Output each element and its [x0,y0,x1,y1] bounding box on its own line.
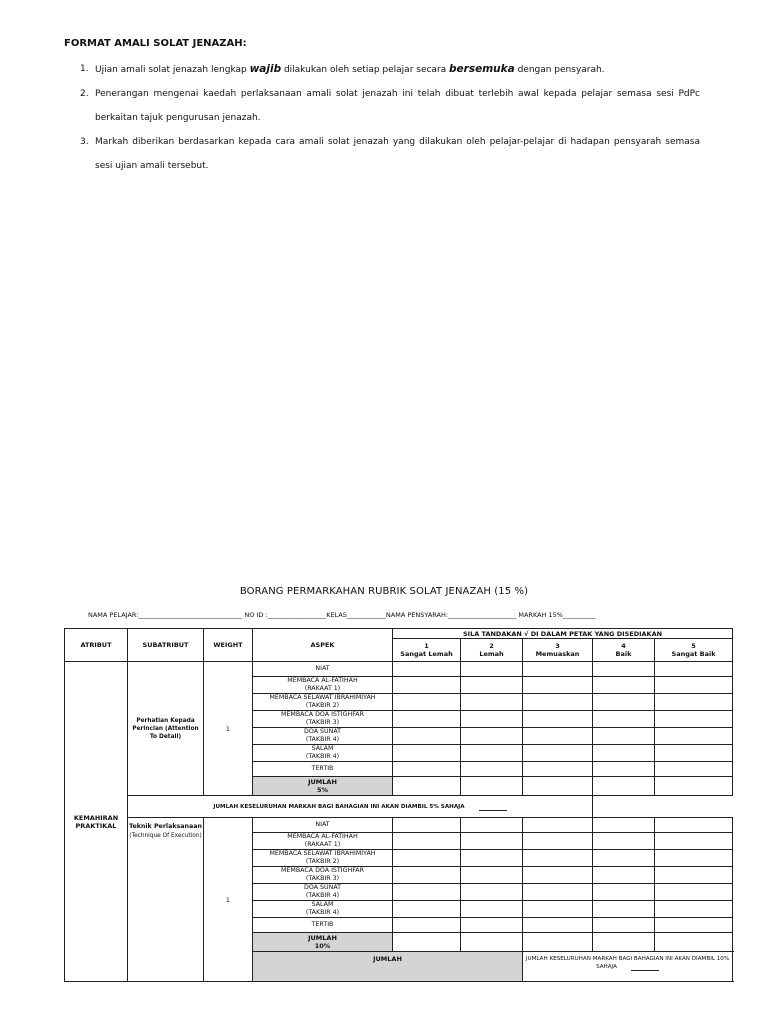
aspect-name: MEMBACA SELAWAT IBRAHIMIYAH [269,850,376,857]
aspect-cell [253,662,393,677]
aspect-name: NIAT [315,665,330,672]
aspect-cell [253,884,393,901]
score-cell[interactable] [393,777,461,796]
aspect-detail: (TAKBIR 2) [305,858,340,865]
score-cell[interactable] [655,933,733,952]
aspect-cell [253,711,393,728]
score-cell[interactable] [655,728,733,745]
aspect-cell [253,901,393,918]
score-cell[interactable] [593,745,655,762]
score-cell[interactable] [593,694,655,711]
weight-cell: 1 [204,662,253,796]
scale-number: 1 [424,642,429,650]
jumlah-percent: 10% [314,942,331,950]
score-cell[interactable] [393,867,461,884]
student-info-fields: NAMA PELAJAR:________________________________ NO ID :__________________KELAS____________NAMA PENSYARAH:_____________________ MARKAH 15%__________ [88,611,596,619]
scale-number: 4 [621,642,626,650]
total-label: JUMLAH [253,952,523,982]
score-cell[interactable] [393,711,461,728]
jumlah-percent: 5% [316,786,329,794]
score-cell[interactable] [523,777,593,796]
mark-blank-line[interactable] [479,810,507,811]
score-cell[interactable] [523,728,593,745]
score-cell[interactable] [461,662,523,677]
score-cell[interactable] [655,662,733,677]
scale-number: 2 [489,642,494,650]
score-cell[interactable] [655,850,733,867]
aspect-cell [253,833,393,850]
aspect-detail: (TAKBIR 2) [305,702,340,709]
header-scale-5 [655,639,733,662]
score-cell[interactable] [393,933,461,952]
header-scale-3 [523,639,593,662]
score-cell[interactable] [461,728,523,745]
aspect-detail: (TAKBIR 4) [305,892,340,899]
score-cell[interactable] [393,728,461,745]
score-cell[interactable] [461,677,523,694]
note-row [65,796,733,818]
aspect-cell [253,762,393,777]
subatribut-title: Teknik Perlaksanaan [129,823,202,830]
score-cell[interactable] [593,777,655,796]
scale-number: 5 [691,642,696,650]
score-cell[interactable] [593,833,655,850]
subatribut-attention: Perhatian Kepada Perincian (Attention To Detail) [128,662,204,796]
aspect-cell [253,867,393,884]
aspect-detail: (TAKBIR 4) [305,753,340,760]
header-scale-1 [393,639,461,662]
score-cell[interactable] [655,777,733,796]
score-cell[interactable] [461,884,523,901]
aspect-detail: (TAKBIR 3) [305,875,340,882]
aspect-row [65,818,733,833]
total-note: JUMLAH KESELURUHAN MARKAH BAGI BAHAGIAN INI AKAN DIAMBIL 10% SAHAJA [525,956,730,970]
aspect-detail: (TAKBIR 3) [305,719,340,726]
score-cell[interactable] [593,884,655,901]
item-number: 1. [80,64,89,74]
section1-note: JUMLAH KESELURUHAN MARKAH BAGI BAHAGIAN INI AKAN DIAMBIL 5% SAHAJA [213,803,465,810]
aspect-cell [253,818,393,833]
scale-number: 3 [555,642,560,650]
aspect-row [65,662,733,677]
score-cell[interactable] [461,833,523,850]
aspect-cell [253,918,393,933]
score-cell[interactable] [523,901,593,918]
score-cell[interactable] [393,745,461,762]
scale-label: Sangat Lemah [400,650,453,658]
score-cell[interactable] [593,677,655,694]
score-cell[interactable] [461,818,523,833]
score-cell[interactable] [655,818,733,833]
item-number: 3. [80,137,89,147]
score-cell[interactable] [393,694,461,711]
aspect-name: MEMBACA AL-FATIHAH [287,833,358,840]
score-cell[interactable] [523,850,593,867]
aspect-name: MEMBACA AL-FATIHAH [287,677,358,684]
score-cell[interactable] [393,762,461,777]
jumlah-label: JUMLAH [308,934,337,942]
score-cell[interactable] [655,762,733,777]
header-aspek: ASPEK [253,629,393,662]
item-text: Penerangan mengenai kaedah perlaksanaan amali solat jenazah ini telah dibuat terlebih awal kepada pelajar semasa sesi PdPc berkaitan tajuk pengurusan jenazah. [95,89,700,123]
item-number: 2. [80,89,89,99]
aspect-detail: (RAKAAT 1) [304,685,341,692]
score-cell[interactable] [461,933,523,952]
aspect-detail: (RAKAAT 1) [304,841,341,848]
format-heading: FORMAT AMALI SOLAT JENAZAH: [64,38,247,49]
item-text: Ujian amali solat jenazah lengkap [95,65,250,75]
score-cell[interactable] [523,711,593,728]
header-instruction: SILA TANDAKAN √ DI DALAM PETAK YANG DISEDIAKAN [393,629,733,639]
score-cell[interactable] [393,850,461,867]
score-cell[interactable] [393,662,461,677]
instruction-item [64,57,700,82]
instruction-item [64,82,700,130]
header-atribut: ATRIBUT [65,629,128,662]
score-cell[interactable] [523,884,593,901]
score-cell[interactable] [593,728,655,745]
score-cell[interactable] [393,901,461,918]
score-cell[interactable] [461,867,523,884]
score-cell[interactable] [655,833,733,850]
score-cell[interactable] [593,662,655,677]
score-cell[interactable] [593,762,655,777]
aspect-detail: (TAKBIR 4) [305,909,340,916]
aspect-cell [253,677,393,694]
emphasis-wajib: wajib [249,63,282,75]
score-cell[interactable] [523,745,593,762]
item-text: dengan pensyarah. [514,65,605,75]
score-cell[interactable] [655,901,733,918]
score-cell[interactable] [593,867,655,884]
score-cell[interactable] [393,918,461,933]
score-cell[interactable] [523,762,593,777]
score-cell[interactable] [655,677,733,694]
score-cell[interactable] [593,901,655,918]
score-cell[interactable] [393,833,461,850]
aspect-name: TERTIB [311,921,334,928]
aspect-detail: (TAKBIR 4) [305,736,340,743]
score-cell[interactable] [461,918,523,933]
form-title: BORANG PERMARKAHAN RUBRIK SOLAT JENAZAH (15 %) [239,586,529,597]
score-cell[interactable] [393,818,461,833]
score-cell[interactable] [655,918,733,933]
score-cell[interactable] [523,867,593,884]
score-cell[interactable] [461,711,523,728]
score-cell[interactable] [655,711,733,728]
jumlah-cell [253,933,393,952]
score-cell[interactable] [523,694,593,711]
rubric-table [64,628,733,982]
item-text: dilakukan oleh setiap pelajar secara [281,65,450,75]
score-cell[interactable] [523,833,593,850]
weight-cell: 1 [204,818,253,982]
score-cell[interactable] [461,777,523,796]
header-subatribut: SUBATRIBUT [128,629,204,662]
subatribut-technique [128,818,204,982]
score-cell[interactable] [593,850,655,867]
jumlah-cell [253,777,393,796]
score-cell[interactable] [461,901,523,918]
score-cell[interactable] [655,884,733,901]
score-cell[interactable] [461,694,523,711]
score-cell[interactable] [593,933,655,952]
aspect-name: SALAM [311,745,334,752]
aspect-cell [253,694,393,711]
scale-label: Lemah [479,650,504,658]
subatribut-english: (Technique Of Execution) [129,833,202,839]
mark-blank-line[interactable] [631,970,659,971]
aspect-cell [253,728,393,745]
score-cell[interactable] [393,677,461,694]
aspect-name: NIAT [315,821,330,828]
score-cell[interactable] [655,745,733,762]
scale-label: Memuaskan [535,650,580,658]
score-cell[interactable] [593,711,655,728]
score-cell[interactable] [655,694,733,711]
atribut-cell: KEMAHIRAN PRAKTIKAL [65,662,128,982]
item-text: Markah diberikan berdasarkan kepada cara amali solat jenazah yang dilakukan oleh pelajar-pelajar di hadapan pensyarah semasa sesi ujian amali tersebut. [95,137,700,171]
header-scale-2 [461,639,523,662]
aspect-name: TERTIB [311,765,334,772]
aspect-name: DOA SUNAT [304,884,341,891]
header-weight: WEIGHT [204,629,253,662]
score-cell[interactable] [523,662,593,677]
emphasis-bersemuka: bersemuka [449,63,515,75]
score-cell[interactable] [461,745,523,762]
scale-label: Sangat Baik [671,650,716,658]
score-cell[interactable] [523,918,593,933]
aspect-cell [253,850,393,867]
score-cell[interactable] [523,933,593,952]
aspect-name: DOA SUNAT [304,728,341,735]
format-section [64,38,700,178]
aspect-cell [253,745,393,762]
aspect-name: MEMBACA DOA ISTIGHFAR [281,711,364,718]
score-cell[interactable] [523,818,593,833]
total-note-cell [523,952,733,982]
score-cell[interactable] [523,677,593,694]
aspect-name: SALAM [311,901,334,908]
instruction-list [64,57,700,178]
score-cell[interactable] [593,918,655,933]
scale-label: Baik [615,650,632,658]
score-cell[interactable] [393,884,461,901]
score-cell[interactable] [593,818,655,833]
header-scale-4 [593,639,655,662]
section1-note-cell [128,796,593,818]
score-cell[interactable] [461,850,523,867]
jumlah-label: JUMLAH [308,778,337,786]
score-cell[interactable] [655,867,733,884]
aspect-name: MEMBACA DOA ISTIGHFAR [281,867,364,874]
score-cell[interactable] [461,762,523,777]
instruction-item [64,130,700,178]
aspect-name: MEMBACA SELAWAT IBRAHIMIYAH [269,694,376,701]
